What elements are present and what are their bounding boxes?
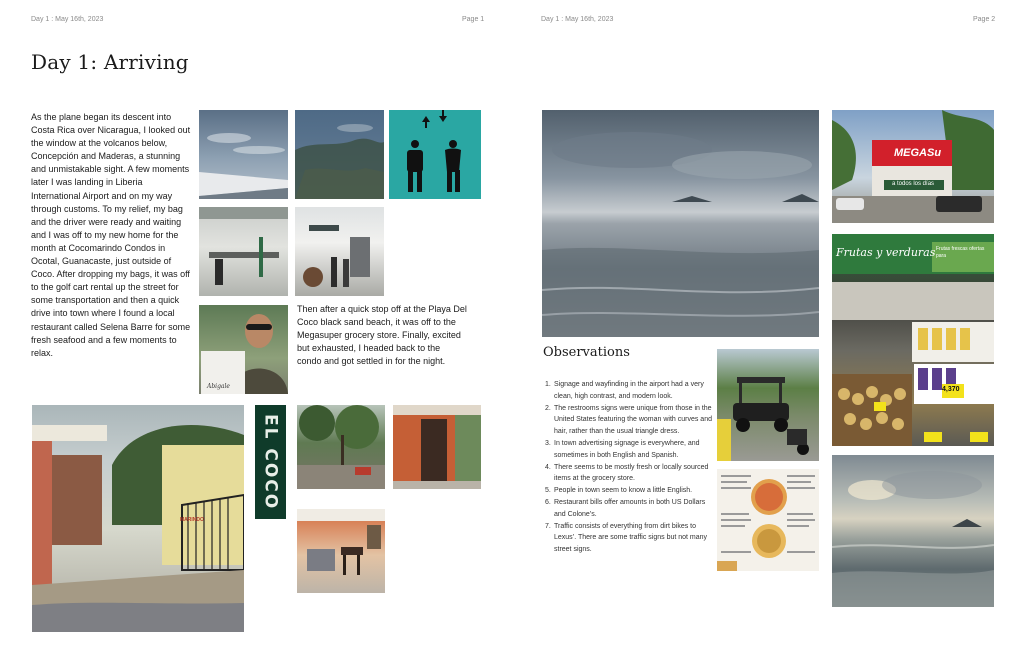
condo-door-photo (393, 405, 481, 489)
street-trees-photo (297, 405, 385, 489)
price-tag-text: 4,370 (942, 386, 960, 393)
restroom-sign-photo (389, 110, 481, 199)
plane-window-photo (199, 110, 288, 199)
condo-entrance-photo (32, 405, 244, 632)
list-item: 1. Signage and wayfinding in the airport had a very clean, high contrast, and modern look. (545, 381, 704, 400)
observations-heading: Observations (543, 345, 630, 360)
intro-paragraph: As the plane began its descent into Costa Rica over Nicaragua, I looked out the window at the volcanos below, Concepción and Maderas, a stunning and unmistakable sight. A few moments later I was landing in Liberia International Airport and on my way through customs. To my relief, my bag and the driver were ready and waiting and I was off to my new home for the month at Cocomarindo Condos in Ocotal, Guanacaste, just outside of Coco. After dropping my bags, it was off to the golf cart rental up the street for some transportation and then a quick drive into town where I found a local restaurant called Selena Barre for some fresh seafood and a few moments to relax. (31, 112, 191, 358)
list-item: 2. The restrooms signs were unique from those in the United States featuring the woman with curves and hair, rather than the usual triangle dress. (545, 404, 712, 436)
left-page-date: Day 1 : May 16th, 2023 (31, 16, 104, 23)
aerial-coast-photo (295, 110, 384, 199)
list-item: 3. In town advertising signage is everywhere, and sometimes in both English and Spanish. (545, 439, 700, 459)
observations-list (545, 379, 715, 556)
right-page-number: Page 2 (973, 16, 996, 23)
baggage-claim-photo (199, 207, 288, 296)
grocery-produce-photo (832, 234, 994, 446)
frutas-sub-text: Frutas frescas ofertas para (936, 246, 985, 259)
right-page-date: Day 1 : May 16th, 2023 (541, 16, 614, 23)
page-title: Day 1: Arriving (31, 50, 189, 74)
restaurant-menu-photo (717, 469, 819, 571)
list-item: 5. People in town seem to know a little English. (545, 487, 693, 495)
condo-interior-photo (297, 509, 385, 593)
list-item: 4. There seems to be mostly fresh or locally sourced items at the grocery store. (545, 463, 709, 483)
golf-cart-photo (717, 349, 819, 461)
megasuper-storefront-photo (832, 110, 994, 223)
after-paragraph: Then after a quick stop off at the Playa Del Coco black sand beach, it was off to the Megasuper grocery store. Finally, excited but exhausted, I headed back to the condo and got settled in for the night. (297, 304, 467, 367)
megasuper-sign-text: MEGASu (894, 147, 942, 159)
beach-photo (542, 110, 819, 337)
selfie-photo (199, 305, 288, 394)
el-coco-sign: EL COCO (255, 405, 286, 519)
customs-hall-photo (295, 207, 384, 296)
list-item: 6. Restaurant bills offer amounts in both US Dollars and Colone’s. (545, 498, 706, 518)
frutas-sign-text: Frutas y verduras (836, 246, 936, 259)
condo-sign-text: MARINDO (180, 517, 204, 523)
megasuper-tagline: a todos los días (892, 181, 935, 187)
sunset-beach-photo (832, 455, 994, 607)
left-page-number: Page 1 (462, 16, 485, 23)
list-item: 7. Traffic consists of everything from dirt bikes to Lexus’. There are some traffic signs but not many street signs. (545, 522, 708, 554)
paper-sign-text: Abigale (207, 383, 230, 390)
